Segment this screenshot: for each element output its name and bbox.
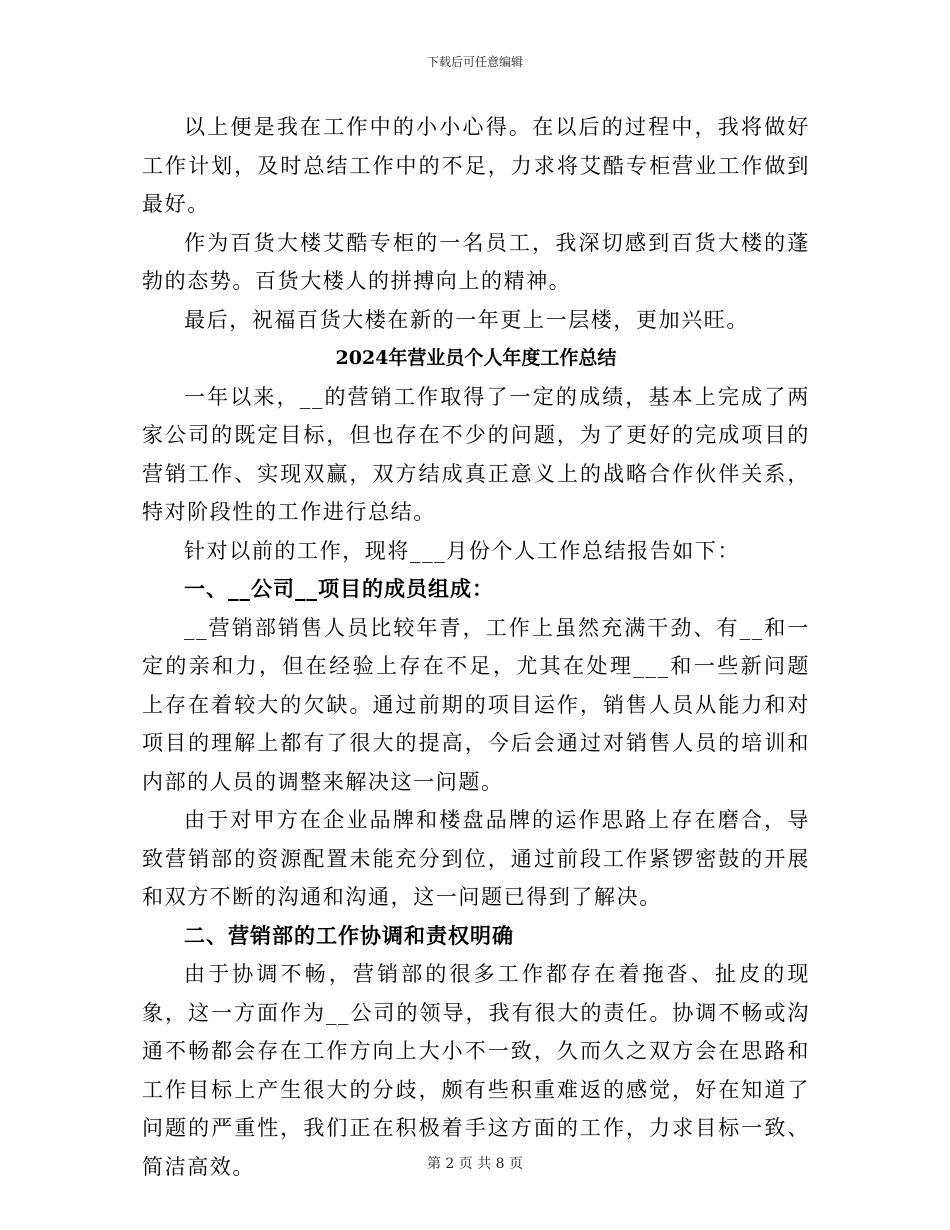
- section-heading: 一、__公司__项目的成员组成：: [184, 577, 494, 601]
- paragraph: __营销部销售人员比较年青，工作上虽然充满干劲、有__和一定的亲和力，但在经验上存在不足，尤其在处理___和一些新问题上存在着较大的欠缺。通过前期的项目运作，销售人员从能力和对项目的理解上都有了很大的提高，今后会通过对销售人员的培训和内部的人员的调整来解决这一问题。: [142, 615, 810, 794]
- document-body: [142, 108, 810, 1186]
- page-number: 第 2 页 共 8 页: [426, 1156, 524, 1172]
- paragraph: 最后，祝福百货大楼在新的一年更上一层楼，更加兴旺。: [184, 307, 749, 332]
- paragraph: 一年以来，__的营销工作取得了一定的成绩，基本上完成了两家公司的既定目标，但也存在不少的问题，为了更好的完成项目的营销工作、实现双赢，双方结成真正意义上的战略合作伙伴关系，特对阶段性的工作进行总结。: [142, 384, 810, 524]
- header-note: 下载后可任意编辑: [426, 55, 523, 69]
- paragraph: 以上便是我在工作中的小小心得。在以后的过程中，我将做好工作计划，及时总结工作中的不足，力求将艾酷专柜营业工作做到最好。: [142, 115, 810, 216]
- paragraph: 作为百货大楼艾酷专柜的一名员工，我深切感到百货大楼的蓬勃的态势。百货大楼人的拼搏向上的精神。: [142, 230, 810, 293]
- document-title: 2024年营业员个人年度工作总结: [335, 347, 617, 369]
- paragraph: 由于协调不畅，营销部的很多工作都存在着拖沓、扯皮的现象，这一方面作为__公司的领导，我有很大的责任。协调不畅或沟通不畅都会存在工作方向上大小不一致，久而久之双方会在思路和工作目标上产生很大的分歧，颇有些积重难返的感觉，好在知道了问题的严重性，我们正在积极着手这方面的工作，力求目标一致、简洁高效。: [142, 962, 810, 1179]
- section-heading: 二、营销部的工作协调和责权明确: [184, 923, 514, 948]
- paragraph: 由于对甲方在企业品牌和楼盘品牌的运作思路上存在磨合，导致营销部的资源配置未能充分到位，通过前段工作紧锣密鼓的开展和双方不断的沟通和沟通，这一问题已得到了解决。: [142, 808, 810, 909]
- paragraph: 针对以前的工作，现将___月份个人工作总结报告如下：: [184, 538, 741, 563]
